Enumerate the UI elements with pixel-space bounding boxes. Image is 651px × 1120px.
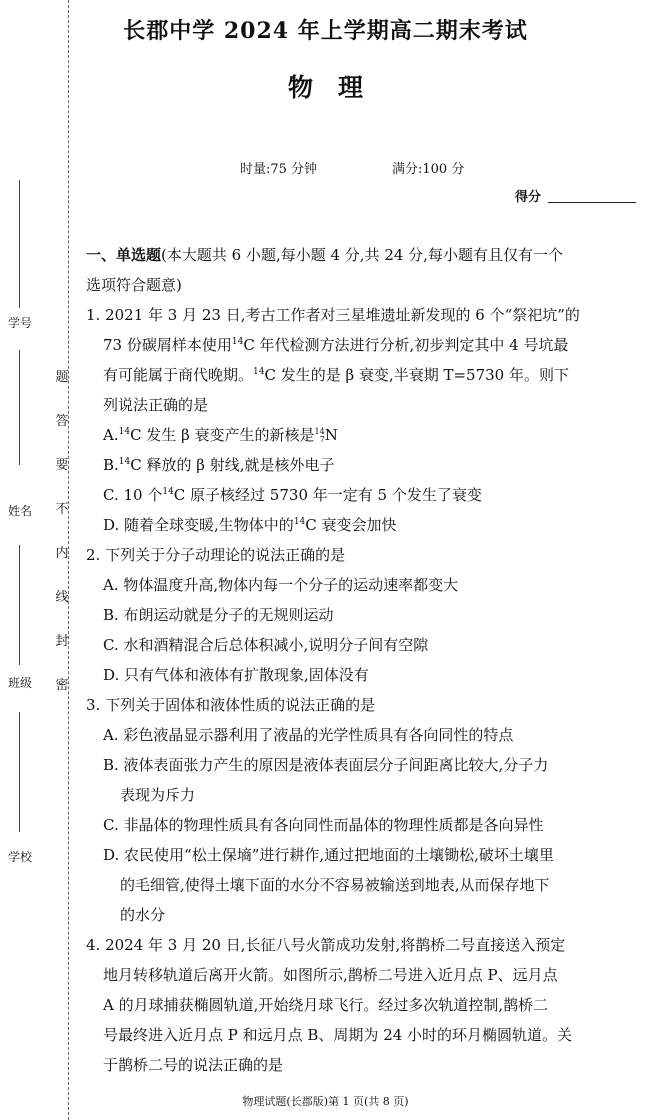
q1-option-c[interactable] <box>86 480 641 510</box>
q3-option-c[interactable]: C. 非晶体的物理性质具有各向同性而晶体的物理性质都是各向异性 <box>103 816 544 834</box>
q3-option-d-cont: 的毛细管,使得土壤下面的水分不容易被输送到地表,从而保存地下 <box>120 876 550 894</box>
option-text: C 原子核经过 5730 年一定有 5 个发生了衰变 <box>173 486 482 504</box>
seal-notice <box>50 370 74 720</box>
exam-duration: 时量:75 分钟 <box>240 162 318 177</box>
seal-char: 要 <box>55 458 69 473</box>
seal-char: 线 <box>55 590 69 605</box>
binding-label-class: 班级 <box>8 676 33 690</box>
q2-option-b[interactable]: B. 布朗运动就是分子的无规则运动 <box>103 606 334 624</box>
q1-stem-line: 1. 2021 年 3 月 23 日,考古工作者对三星堆遗址新发现的 6 个“祭祀坑”的 <box>86 306 580 324</box>
mass-number: 14 <box>118 457 131 467</box>
q1-stem-line: 列说法正确的是 <box>103 396 209 414</box>
option-text: C. 10 个 <box>103 486 163 504</box>
q1-stem-text: C 年代检测方法进行分析,初步判定其中 4 号坑最 <box>243 336 569 354</box>
option-text: C 发生 β 衰变产生的新核是 <box>130 426 315 444</box>
binding-line-student-id <box>19 180 20 308</box>
mass-number: 14 <box>118 427 131 437</box>
option-text: C 衰变会加快 <box>305 516 397 534</box>
q4-stem-line: 地月转移轨道后离开火箭。如图所示,鹊桥二号进入近月点 P、远月点 <box>103 966 558 984</box>
section-instructions-cont: 选项符合题意) <box>86 276 182 294</box>
atomic-number: 7 <box>319 435 325 444</box>
section-instructions: (本大题共 6 小题,每小题 4 分,共 24 分,每小题有且仅有一个 <box>161 246 563 264</box>
score-blank[interactable] <box>548 202 636 203</box>
mass-number: 14 <box>231 337 244 347</box>
seal-char: 封 <box>55 634 69 649</box>
q2-option-d[interactable]: D. 只有气体和液体有扩散现象,固体没有 <box>103 666 369 684</box>
page-footer: 物理试题(长郡版)第 1 页(共 8 页) <box>242 1095 409 1108</box>
q3-option-d[interactable]: D. 农民使用“松土保墒”进行耕作,通过把地面的土壤锄松,破坏土壤里 <box>103 846 554 864</box>
seal-char: 不 <box>55 502 69 517</box>
option-letter: B. <box>103 456 119 474</box>
q1-stem-text: 有可能属于商代晚期。 <box>103 366 254 384</box>
seal-char: 答 <box>55 414 69 429</box>
q3-option-b[interactable]: B. 液体表面张力产生的原因是液体表面层分子间距离比较大,分子力 <box>103 756 549 774</box>
q1-option-a[interactable] <box>86 420 641 450</box>
q2-option-a[interactable]: A. 物体温度升高,物体内每一个分子的运动速率都变大 <box>103 576 459 594</box>
option-text: D. 随着全球变暖,生物体中的 <box>103 516 294 534</box>
seal-char: 题 <box>55 370 69 385</box>
q1-option-b[interactable] <box>86 450 641 480</box>
full-score: 满分:100 分 <box>392 162 465 177</box>
seal-char: 密 <box>55 678 69 693</box>
section-title: 一、单选题 <box>86 246 162 264</box>
q3-option-d-cont: 的水分 <box>120 906 166 924</box>
q4-stem-line: 4. 2024 年 3 月 20 日,长征八号火箭成功发射,将鹊桥二号直接送入预定 <box>86 936 566 954</box>
q3-stem: 3. 下列关于固体和液体性质的说法正确的是 <box>86 696 376 714</box>
seal-char: 内 <box>55 546 69 561</box>
q1-stem-text: 73 份碳屑样本使用 <box>103 336 232 354</box>
q4-stem-line: 于鹊桥二号的说法正确的是 <box>103 1056 284 1074</box>
binding-line-school <box>19 712 20 832</box>
q1-option-d[interactable] <box>86 510 641 540</box>
option-letter: A. <box>103 426 119 444</box>
binding-label-school: 学校 <box>8 850 33 864</box>
binding-dashed-line <box>68 0 69 1120</box>
q4-stem-line: A 的月球捕获椭圆轨道,开始绕月球飞行。经过多次轨道控制,鹊桥二 <box>103 996 549 1014</box>
mass-number: 14 <box>253 367 265 377</box>
mass-number: 14 <box>162 487 174 497</box>
mass-number: 14 <box>293 517 306 527</box>
mass-number: 14 <box>314 427 325 436</box>
binding-line-class <box>19 545 20 665</box>
q3-option-b-cont: 表现为斥力 <box>120 786 196 804</box>
q1-stem-text: C 发生的是 β 衰变,半衰期 T=5730 年。则下 <box>264 366 569 384</box>
q2-option-c[interactable]: C. 水和酒精混合后总体积减小,说明分子间有空隙 <box>103 636 429 654</box>
option-text: C 释放的 β 射线,就是核外电子 <box>130 456 335 474</box>
score-label: 得分 <box>515 190 542 205</box>
binding-label-student-id: 学号 <box>8 316 33 330</box>
q3-option-a[interactable]: A. 彩色液晶显示器利用了液晶的光学性质具有各向同性的特点 <box>103 726 514 744</box>
subject-title: 物 理 <box>287 73 363 102</box>
q4-stem-line: 号最终进入近月点 P 和远月点 B、周期为 24 小时的环月椭圆轨道。关 <box>103 1026 573 1044</box>
binding-line-name <box>19 350 20 465</box>
exam-title: 长郡中学 2024 年上学期高二期末考试 <box>123 18 528 44</box>
option-text: N <box>324 426 338 444</box>
binding-label-name: 姓名 <box>8 504 33 518</box>
q2-stem: 2. 下列关于分子动理论的说法正确的是 <box>86 546 346 564</box>
nuclide-numbers <box>315 428 325 444</box>
question-content <box>86 240 641 1080</box>
